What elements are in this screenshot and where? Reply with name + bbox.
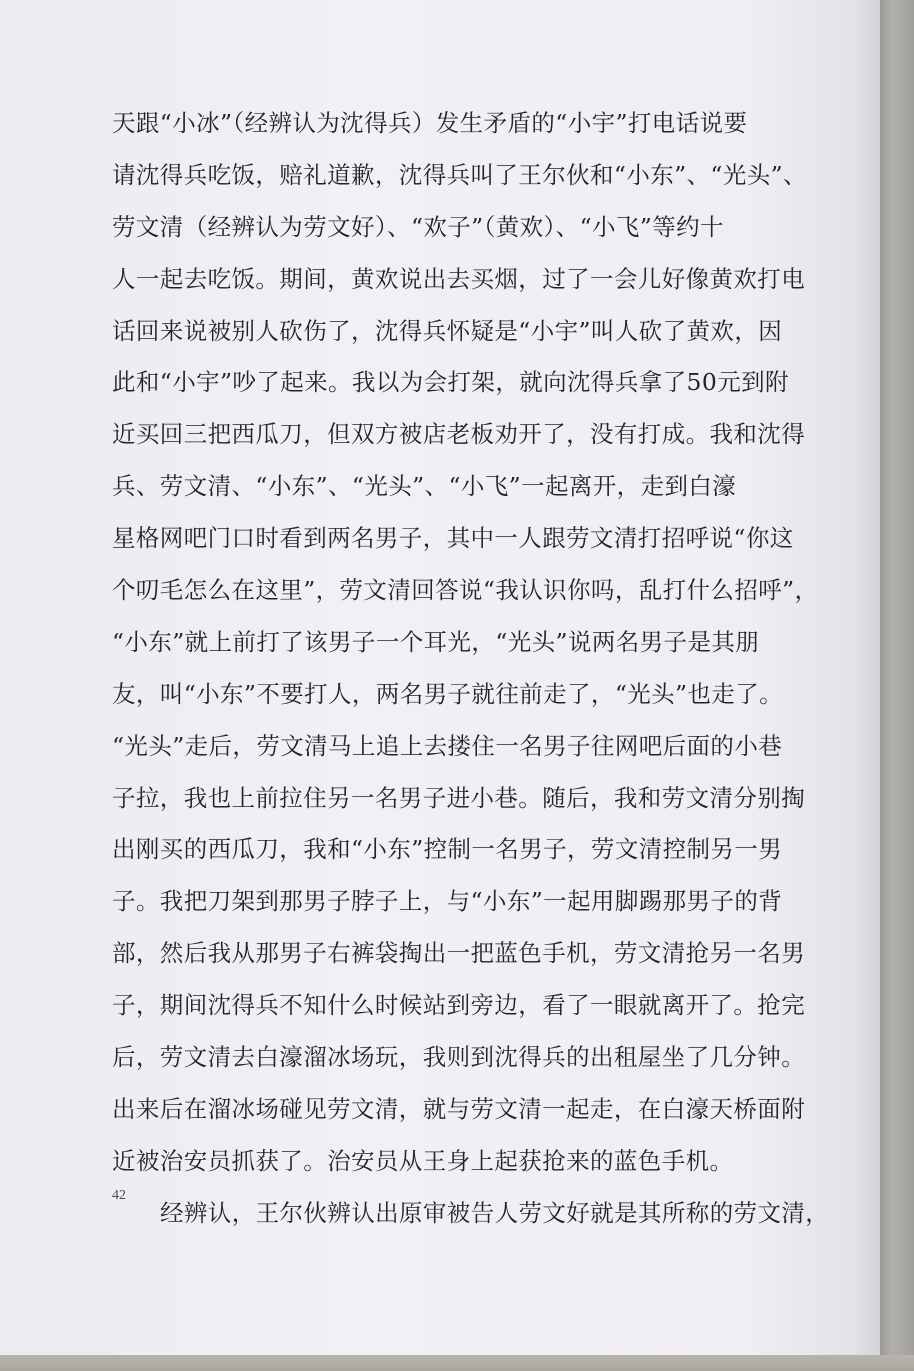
text-line: 后，劳文清去白濠溜冰场玩，我则到沈得兵的出租屋坐了几分钟。 bbox=[112, 1043, 806, 1072]
text-line: 天跟“小冰”（经辨认为沈得兵）发生矛盾的“小宇”打电话说要 bbox=[112, 109, 748, 137]
table-surface bbox=[0, 1355, 914, 1371]
paragraph-start-line: 经辨认，王尔伙辨认出原审被告人劳文好就是其所称的劳文清， bbox=[160, 1198, 830, 1227]
text-line: 出刚买的西瓜刀，我和“小东”控制一名男子，劳文清控制另一男 bbox=[112, 835, 783, 864]
page-number: 42 bbox=[112, 1188, 126, 1203]
text-line: 请沈得兵吃饭，赔礼道歉，沈得兵叫了王尔伙和“小东”、“光头”、 bbox=[112, 160, 807, 189]
text-line: 个叨毛怎么在这里”，劳文清回答说“我认识你吗，乱打什么招呼”， bbox=[112, 576, 819, 605]
text-line: 近买回三把西瓜刀，但双方被店老板劝开了，没有打成。我和沈得 bbox=[112, 420, 806, 449]
text-line: 劳文清（经辨认为劳文好）、“欢子”（黄欢）、“小飞”等约十 bbox=[112, 212, 724, 241]
page-edge-shadow bbox=[880, 0, 914, 1371]
text-line: 出来后在溜冰场碰见劳文清，就与劳文清一起走，在白濠天桥面附 bbox=[112, 1094, 806, 1123]
text-line: 星格网吧门口时看到两名男子，其中一人跟劳文清打招呼说“你这 bbox=[112, 524, 794, 553]
text-line: 友，叫“小东”不要打人，两名男子就往前走了，“光头”也走了。 bbox=[112, 679, 784, 708]
text-line: “小东”就上前打了该男子一个耳光，“光头”说两名男子是其朋 bbox=[112, 627, 760, 656]
text-line: 部，然后我从那男子右裤袋掏出一把蓝色手机，劳文清抢另一名男 bbox=[112, 939, 806, 968]
text-line: 兵、劳文清、“小东”、“光头”、“小飞”一起离开，走到白濠 bbox=[112, 472, 737, 501]
text-line: 子，期间沈得兵不知什么时候站到旁边，看了一眼就离开了。抢完 bbox=[112, 991, 806, 1020]
text-line: 子拉，我也上前拉住另一名男子进小巷。随后，我和劳文清分别掏 bbox=[112, 783, 806, 812]
text-line: 近被治安员抓获了。治安员从王身上起获抢来的蓝色手机。 bbox=[112, 1146, 734, 1175]
text-line: 人一起去吃饭。期间，黄欢说出去买烟，过了一会儿好像黄欢打电 bbox=[112, 264, 806, 293]
text-line: 子。我把刀架到那男子脖子上，与“小东”一起用脚踢那男子的背 bbox=[112, 887, 783, 916]
text-line: 此和“小宇”吵了起来。我以为会打架，就向沈得兵拿了50元到附 bbox=[112, 368, 789, 397]
body-text bbox=[112, 98, 864, 1240]
text-line: 话回来说被别人砍伤了，沈得兵怀疑是“小宇”叫人砍了黄欢，因 bbox=[112, 316, 783, 345]
text-line: “光头”走后，劳文清马上追上去搂住一名男子往网吧后面的小巷 bbox=[112, 731, 783, 760]
